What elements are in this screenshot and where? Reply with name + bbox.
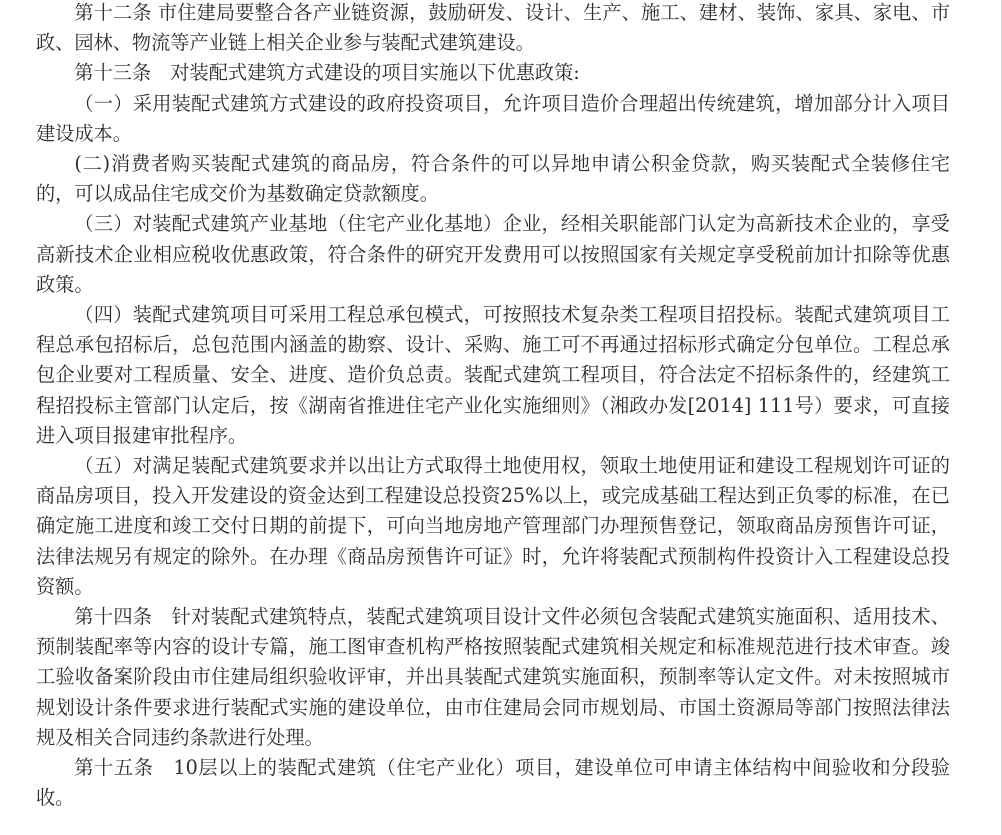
document-body [36, 0, 950, 813]
article-13-item-4: （四）装配式建筑项目可采用工程总承包模式，可按照技术复杂类工程项目招投标。装配式建筑项目工程总承包招标后，总包范围内涵盖的勘察、设计、采购、施工可不再通过招标形式确定分包单位。工程总承包企业要对工程质量、安全、进度、造价负总责。装配式建筑工程项目，符合法定不招标条件的，经建筑工程招投标主管部门认定后，按《湖南省推进住宅产业化实施细则》（湘政办发[2014] 111号）要求，可直接进入项目报建审批程序。 [36, 303, 950, 447]
article-14-paragraph: 第十四条 针对装配式建筑特点，装配式建筑项目设计文件必须包含装配式建筑实施面积、适用技术、预制装配率等内容的设计专篇，施工图审查机构严格按照装配式建筑相关规定和标准规范进行技术审查。竣工验收备案阶段由市住建局组织验收评审，并出具装配式建筑实施面积，预制率等认定文件。对未按照城市规划设计条件要求进行装配式实施的建设单位，由市住建局会同市规划局、市国土资源局等部门按照法律法规及相关合同违约条款进行处理。 [36, 605, 950, 749]
article-13-heading: 第十三条 对装配式建筑方式建设的项目实施以下优惠政策: [74, 61, 580, 85]
article-15-paragraph: 第十五条 10层以上的装配式建筑（住宅产业化）项目，建设单位可申请主体结构中间验收和分段验收。 [36, 756, 950, 810]
article-13-item-5: （五）对满足装配式建筑要求并以出让方式取得土地使用权，领取土地使用证和建设工程规划许可证的商品房项目，投入开发建设的资金达到工程建设总投资25%以上，或完成基础工程达到正负零的标准，在已确定施工进度和竣工交付日期的前提下，可向当地房地产管理部门办理预售登记，领取商品房预售许可证，法律法规另有规定的除外。在办理《商品房预售许可证》时，允许将装配式预制构件投资计入工程建设总投资额。 [36, 454, 950, 598]
article-13-item-3: （三）对装配式建筑产业基地（住宅产业化基地）企业，经相关职能部门认定为高新技术企业的，享受高新技术企业相应税收优惠政策，符合条件的研究开发费用可以按照国家有关规定享受税前加计扣除等优惠政策。 [36, 212, 950, 296]
article-13-item-2: (二)消费者购买装配式建筑的商品房，符合条件的可以异地申请公积金贷款，购买装配式全装修住宅的，可以成品住宅成交价为基数确定贷款额度。 [36, 152, 950, 206]
article-12-paragraph: 第十二条 市住建局要整合各产业链资源，鼓励研发、设计、生产、施工、建材、装饰、家具、家电、市政、园林、物流等产业链上相关企业参与装配式建筑建设。 [36, 1, 950, 55]
article-13-item-1: （一）采用装配式建筑方式建设的政府投资项目，允许项目造价合理超出传统建筑，增加部分计入项目建设成本。 [36, 91, 950, 145]
